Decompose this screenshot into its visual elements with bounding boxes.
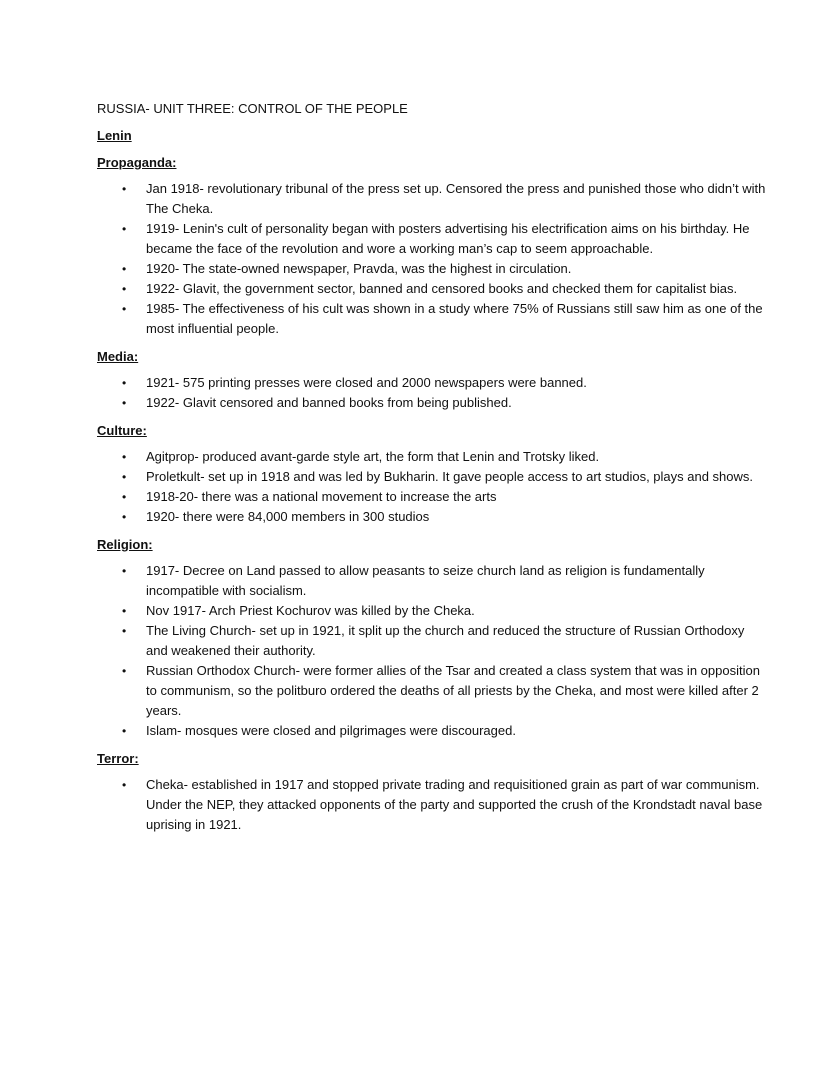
list-item [97,447,768,467]
bullet-icon: • [122,510,127,524]
list-item [97,561,768,601]
list-item [97,721,768,741]
list-item-text: 1918-20- there was a national movement to increase the arts [146,489,497,504]
list-item [97,373,768,393]
section-media [97,347,768,413]
bullet-icon: • [122,490,127,504]
list-item-text: Cheka- established in 1917 and stopped private trading and requisitioned grain as part of war communism. Under the NEP, they attacked opponents of the party and supported the crush of the Krondstadt naval base uprising in 1921. [146,777,763,832]
list-item [97,661,768,721]
list-item [97,601,768,621]
list-item-text: Islam- mosques were closed and pilgrimages were discouraged. [146,723,516,738]
bullet-icon: • [122,376,127,390]
list-item-text: 1920- The state-owned newspaper, Pravda, was the highest in circulation. [146,261,572,276]
document-title: RUSSIA- UNIT THREE: CONTROL OF THE PEOPLE [97,101,408,116]
list-item [97,775,768,835]
section-heading: Propaganda: [97,155,177,170]
section-heading: Terror: [97,751,139,766]
bullet-icon: • [122,604,127,618]
list-item-text: 1922- Glavit, the government sector, banned and censored books and checked them for capitalist bias. [146,281,738,296]
list-item-text: Agitprop- produced avant-garde style art, the form that Lenin and Trotsky liked. [146,449,600,464]
bullet-list [97,373,768,413]
bullet-list [97,447,768,527]
bullet-icon: • [122,262,127,276]
list-item [97,179,768,219]
leader-heading: Lenin [97,128,132,143]
bullet-icon: • [122,624,127,638]
bullet-icon: • [122,664,127,678]
list-item [97,507,768,527]
list-item-text: Russian Orthodox Church- were former allies of the Tsar and created a class system that was in opposition to communism, so the politburo ordered the deaths of all priests by the Cheka, and most were killed after 2 years. [146,663,760,718]
list-item [97,487,768,507]
list-item [97,299,768,339]
section-propaganda [97,153,768,339]
bullet-icon: • [122,282,127,296]
section-religion [97,535,768,741]
bullet-icon: • [122,564,127,578]
section-culture [97,421,768,527]
bullet-icon: • [122,396,127,410]
list-item-text: 1921- 575 printing presses were closed and 2000 newspapers were banned. [146,375,587,390]
list-item-text: Nov 1917- Arch Priest Kochurov was killed by the Cheka. [146,603,475,618]
list-item [97,219,768,259]
list-item-text: The Living Church- set up in 1921, it split up the church and reduced the structure of Russian Orthodoxy and weakened their authority. [146,623,745,658]
section-terror [97,749,768,835]
bullet-list [97,179,768,339]
list-item [97,279,768,299]
bullet-icon: • [122,724,127,738]
section-heading: Religion: [97,537,153,552]
list-item-text: 1919- Lenin's cult of personality began with posters advertising his electrification aims on his birthday. He became the face of the revolution and wore a working man’s cap to seem approachable. [146,221,750,256]
list-item-text: Proletkult- set up in 1918 and was led by Bukharin. It gave people access to art studios, plays and shows. [146,469,754,484]
bullet-icon: • [122,302,127,316]
list-item-text: 1985- The effectiveness of his cult was shown in a study where 75% of Russians still saw him as one of the most influential people. [146,301,763,336]
section-heading: Culture: [97,423,147,438]
list-item [97,621,768,661]
list-item-text: 1922- Glavit censored and banned books from being published. [146,395,512,410]
section-heading: Media: [97,349,139,364]
list-item [97,259,768,279]
list-item-text: 1917- Decree on Land passed to allow peasants to seize church land as religion is fundamentally incompatible with socialism. [146,563,705,598]
bullet-icon: • [122,470,127,484]
list-item [97,467,768,487]
bullet-list [97,775,768,835]
bullet-icon: • [122,222,127,236]
list-item-text: Jan 1918- revolutionary tribunal of the press set up. Censored the press and punished those who didn’t with The Cheka. [146,181,766,216]
bullet-icon: • [122,182,127,196]
bullet-list [97,561,768,741]
bullet-icon: • [122,450,127,464]
bullet-icon: • [122,778,127,792]
list-item-text: 1920- there were 84,000 members in 300 studios [146,509,430,524]
list-item [97,393,768,413]
